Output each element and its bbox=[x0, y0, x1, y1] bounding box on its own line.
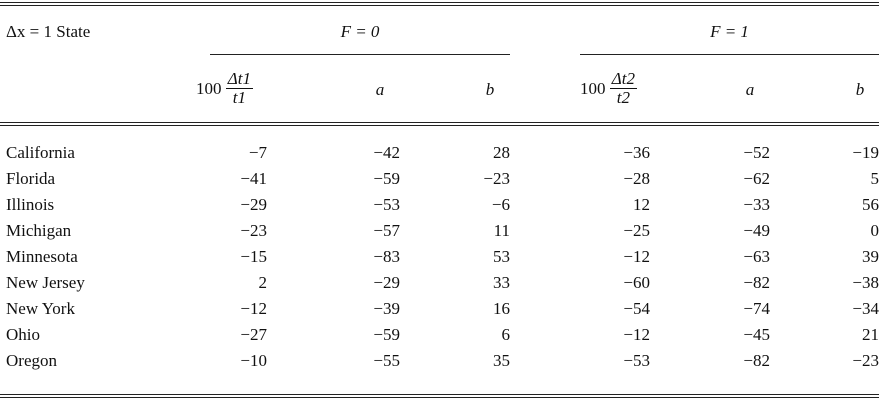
table-cell: −29 bbox=[373, 273, 400, 292]
table-cell: −34 bbox=[852, 299, 879, 318]
table-cell: −82 bbox=[743, 351, 770, 370]
subheader-f0-pct: 100 $\frac{\Delta t1}{t1}$ bbox=[196, 69, 251, 107]
table-cell: −25 bbox=[623, 221, 650, 240]
group-header-f0: F = 0 bbox=[340, 22, 380, 41]
table-cell: −23 bbox=[483, 169, 510, 188]
table-cell: −82 bbox=[743, 273, 770, 292]
corner-label: Δx = 1 State bbox=[6, 22, 91, 41]
table-cell: −49 bbox=[743, 221, 770, 240]
table-cell: −42 bbox=[373, 143, 400, 162]
state-name: New York bbox=[6, 299, 75, 318]
subheader-f0-b: b bbox=[485, 80, 495, 99]
table-cell: 11 bbox=[493, 221, 510, 240]
table-cell: −83 bbox=[373, 247, 400, 266]
subheader-f1-b: b bbox=[855, 80, 865, 99]
state-name: Illinois bbox=[6, 195, 55, 214]
table-cell: 2 bbox=[258, 273, 267, 292]
state-name: Minnesota bbox=[6, 247, 78, 266]
table-cell: −52 bbox=[743, 143, 770, 162]
table-cell: −27 bbox=[240, 325, 267, 344]
table-cell: −12 bbox=[240, 299, 267, 318]
table-cell: 53 bbox=[493, 247, 510, 266]
top-rule-second bbox=[0, 5, 879, 6]
table-cell: −12 bbox=[623, 325, 650, 344]
state-name: New Jersey bbox=[6, 273, 85, 292]
table-cell: −39 bbox=[373, 299, 400, 318]
group-rule-f0 bbox=[210, 54, 510, 55]
table-cell: 35 bbox=[493, 351, 510, 370]
table-cell: −59 bbox=[373, 325, 400, 344]
subheader-f0-a: a bbox=[375, 80, 385, 99]
table-cell: 0 bbox=[870, 221, 879, 240]
state-name: Oregon bbox=[6, 351, 57, 370]
header-rule-second bbox=[0, 125, 879, 126]
top-rule bbox=[0, 2, 879, 3]
table-cell: −63 bbox=[743, 247, 770, 266]
table-cell: −15 bbox=[240, 247, 267, 266]
table-cell: −55 bbox=[373, 351, 400, 370]
table-cell: −36 bbox=[623, 143, 650, 162]
table-cell: −53 bbox=[373, 195, 400, 214]
table-cell: −12 bbox=[623, 247, 650, 266]
table-cell: −74 bbox=[743, 299, 770, 318]
table-cell: −10 bbox=[240, 351, 267, 370]
table-cell: −60 bbox=[623, 273, 650, 292]
table-cell: 56 bbox=[862, 195, 879, 214]
table-cell: −23 bbox=[852, 351, 879, 370]
header-rule bbox=[0, 122, 879, 123]
group-header-f1: F = 1 bbox=[710, 22, 749, 41]
table-cell: −19 bbox=[852, 143, 879, 162]
table-cell: −33 bbox=[743, 195, 770, 214]
subheader-f1-a: a bbox=[745, 80, 755, 99]
table-cell: −62 bbox=[743, 169, 770, 188]
table-cell: 33 bbox=[493, 273, 510, 292]
bottom-rule-second bbox=[0, 397, 879, 398]
group-rule-f1 bbox=[580, 54, 879, 55]
table-cell: 39 bbox=[862, 247, 879, 266]
bottom-rule bbox=[0, 394, 879, 395]
table-cell: −59 bbox=[373, 169, 400, 188]
table-cell: 21 bbox=[862, 325, 879, 344]
state-name: California bbox=[6, 143, 75, 162]
table-cell: −57 bbox=[373, 221, 400, 240]
table-cell: −54 bbox=[623, 299, 650, 318]
table-cell: 5 bbox=[870, 169, 879, 188]
table-cell: −53 bbox=[623, 351, 650, 370]
table-cell: 12 bbox=[633, 195, 650, 214]
table-cell: −7 bbox=[248, 143, 267, 162]
state-name: Michigan bbox=[6, 221, 72, 240]
table-cell: −28 bbox=[623, 169, 650, 188]
subheader-f1-pct: 100 $\frac{\Delta t2}{t2}$ bbox=[580, 69, 635, 107]
table-cell: 28 bbox=[493, 143, 510, 162]
state-name: Ohio bbox=[6, 325, 40, 344]
table-cell: −6 bbox=[491, 195, 510, 214]
table-cell: 6 bbox=[501, 325, 510, 344]
state-name: Florida bbox=[6, 169, 56, 188]
table-cell: −45 bbox=[743, 325, 770, 344]
table-cell: −23 bbox=[240, 221, 267, 240]
table-cell: −29 bbox=[240, 195, 267, 214]
table-cell: 16 bbox=[493, 299, 510, 318]
table-cell: −38 bbox=[852, 273, 879, 292]
table-cell: −41 bbox=[240, 169, 267, 188]
